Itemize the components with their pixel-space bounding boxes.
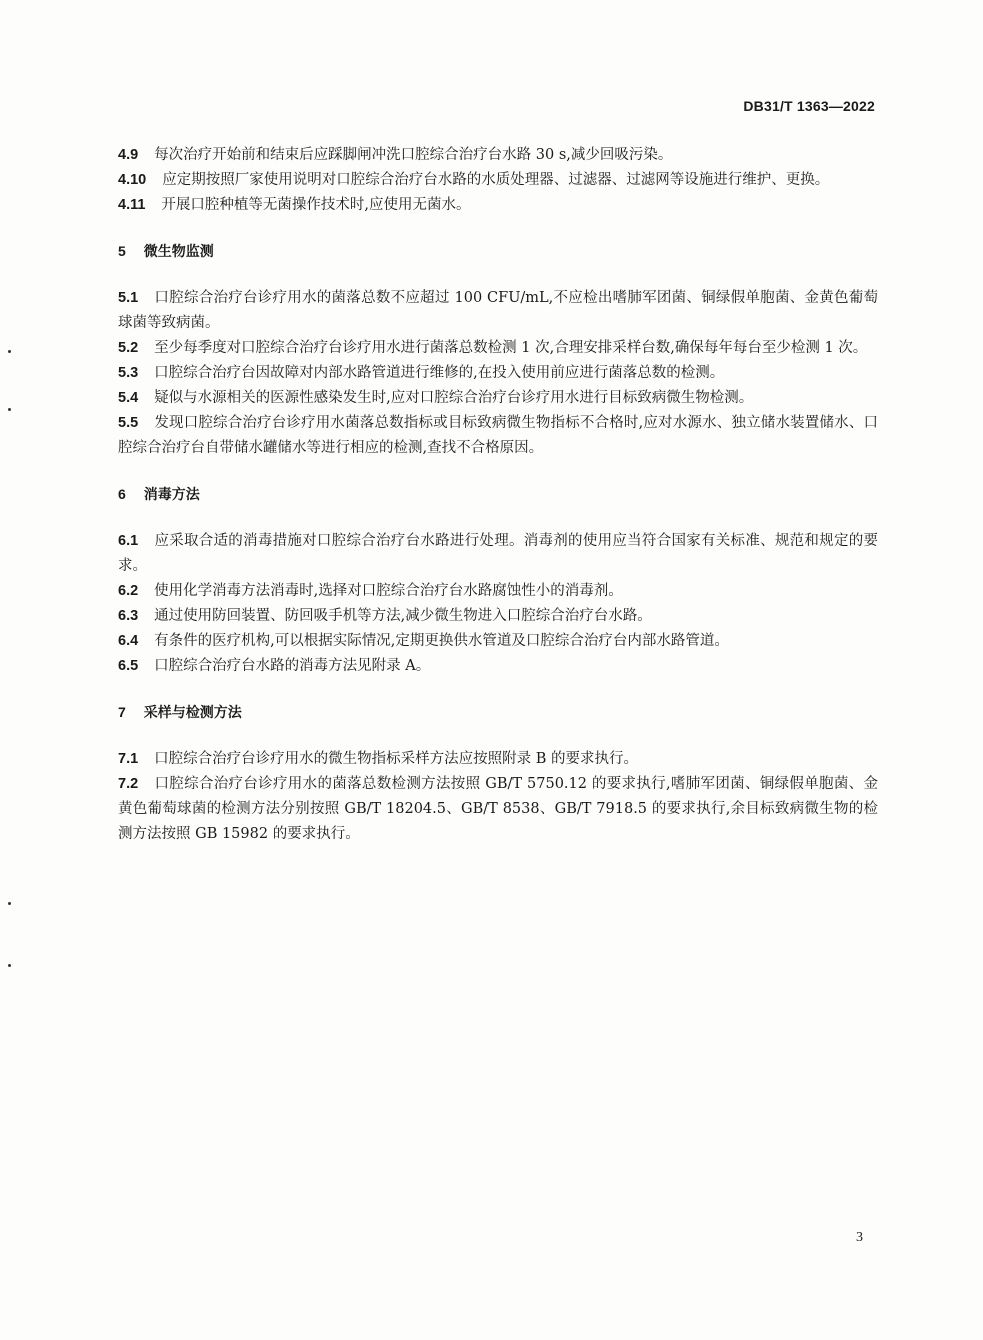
clause-5-3: 5.3 口腔综合治疗台因故障对内部水路管道进行维修的,在投入使用前应进行菌落总数的检测。 — [118, 365, 725, 381]
clause-5-1: 5.1 口腔综合治疗台诊疗用水的菌落总数不应超过 100 CFU/mL,不应检出嗜肺军团菌、铜绿假单胞菌、金黄色葡萄球菌等致病菌。 — [118, 290, 878, 331]
section-heading-5: 5 微生物监测 — [118, 243, 214, 260]
scan-speck — [8, 350, 11, 353]
clause-6-4: 6.4 有条件的医疗机构,可以根据实际情况,定期更换供水管道及口腔综合治疗台内部水路管道。 — [118, 633, 729, 649]
clause-4-9: 4.9 每次治疗开始前和结束后应踩脚闸冲洗口腔综合治疗台水路 30 s,减少回吸污染。 — [118, 147, 673, 163]
clause-6-1: 6.1 应采取合适的消毒措施对口腔综合治疗台水路进行处理。消毒剂的使用应当符合国家有关标准、规范和规定的要求。 — [118, 533, 878, 574]
section-heading-6: 6 消毒方法 — [118, 486, 200, 503]
page-content — [118, 143, 878, 847]
clause-7-2: 7.2 口腔综合治疗台诊疗用水的菌落总数检测方法按照 GB/T 5750.12 的要求执行,嗜肺军团菌、铜绿假单胞菌、金黄色葡萄球菌的检测方法分别按照 GB/T 18204.5、GB/T 8538、GB/T 7918.5 的要求执行,余目标致病微生物的检测方法按照 GB 15982 的要求执行。 — [118, 776, 878, 842]
clause-group-5 — [118, 286, 878, 461]
clause-group-7 — [118, 747, 878, 847]
clause-4-11: 4.11 开展口腔种植等无菌操作技术时,应使用无菌水。 — [118, 197, 471, 213]
section-heading-7: 7 采样与检测方法 — [118, 704, 242, 721]
clause-5-4: 5.4 疑似与水源相关的医源性感染发生时,应对口腔综合治疗台诊疗用水进行目标致病微生物检测。 — [118, 390, 754, 406]
standard-code: DB31/T 1363—2022 — [743, 98, 875, 114]
clause-group-4 — [118, 143, 878, 218]
clause-5-5: 5.5 发现口腔综合治疗台诊疗用水菌落总数指标或目标致病微生物指标不合格时,应对水源水、独立储水装置储水、口腔综合治疗台自带储水罐储水等进行相应的检测,查找不合格原因。 — [118, 415, 878, 456]
page-number: 3 — [856, 1230, 863, 1245]
clause-5-2: 5.2 至少每季度对口腔综合治疗台诊疗用水进行菌落总数检测 1 次,合理安排采样台数,确保每年每台至少检测 1 次。 — [118, 340, 868, 356]
scan-speck — [8, 408, 11, 411]
clause-7-1: 7.1 口腔综合治疗台诊疗用水的微生物指标采样方法应按照附录 B 的要求执行。 — [118, 751, 639, 767]
clause-6-3: 6.3 通过使用防回装置、防回吸手机等方法,减少微生物进入口腔综合治疗台水路。 — [118, 608, 652, 624]
scan-speck — [8, 902, 11, 905]
clause-6-5: 6.5 口腔综合治疗台水路的消毒方法见附录 A。 — [118, 658, 431, 674]
clause-group-6 — [118, 529, 878, 679]
scan-speck — [8, 964, 11, 967]
clause-4-10: 4.10 应定期按照厂家使用说明对口腔综合治疗台水路的水质处理器、过滤器、过滤网等设施进行维护、更换。 — [118, 172, 830, 188]
clause-6-2: 6.2 使用化学消毒方法消毒时,选择对口腔综合治疗台水路腐蚀性小的消毒剂。 — [118, 583, 623, 599]
